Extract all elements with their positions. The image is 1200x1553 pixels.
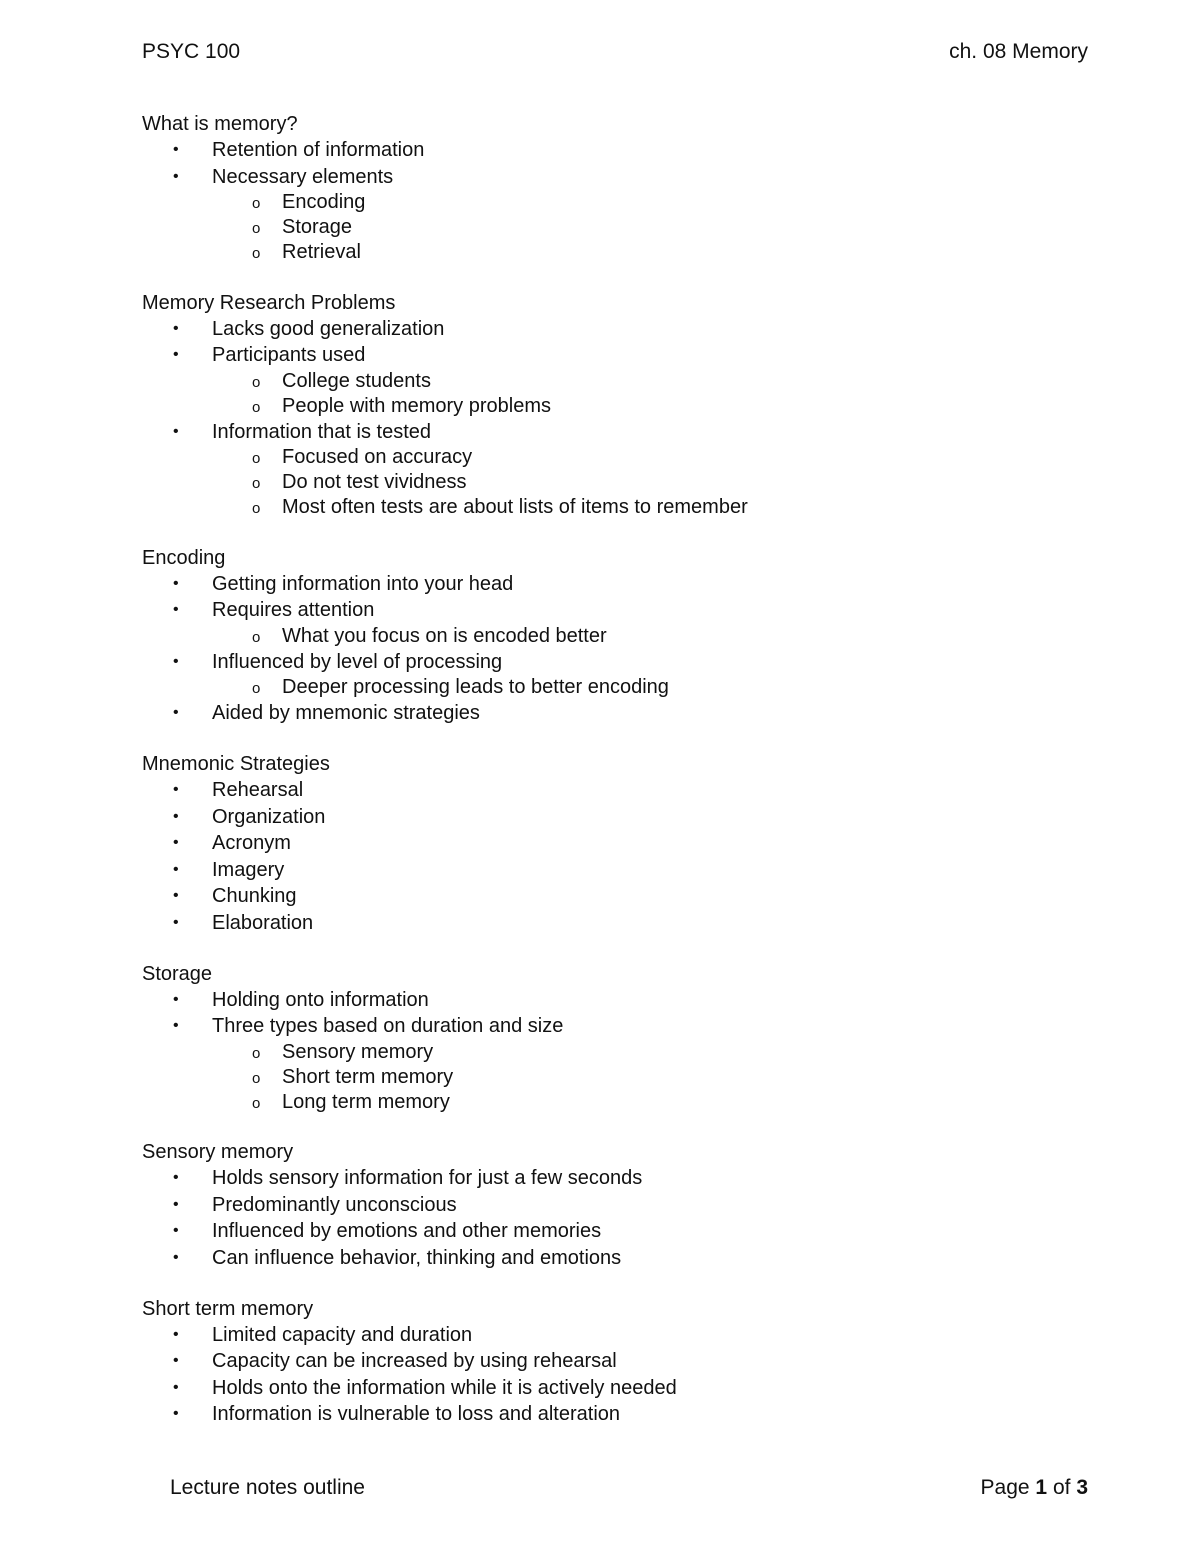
list-item [142, 777, 1102, 804]
list-item-text: Limited capacity and duration [212, 1323, 473, 1346]
sub-list-item [142, 240, 1102, 265]
bullet-icon: • [173, 990, 179, 1008]
outline-section [142, 111, 1102, 265]
list-item-text: Acronym [212, 832, 291, 854]
list-item-text: Rehearsal [212, 779, 304, 801]
list-item [142, 883, 1102, 910]
sub-list-item-text: Most often tests are about lists of items to remember [282, 496, 748, 518]
section-title: Short term memory [142, 1297, 314, 1320]
list-item-text: Necessary elements [212, 165, 394, 188]
list-item [142, 649, 1102, 676]
list-item [142, 987, 1102, 1014]
list-item [142, 1192, 1102, 1219]
list-item [142, 1245, 1102, 1272]
sub-list-item [142, 394, 1102, 419]
bullet-icon: • [173, 834, 179, 851]
circle-bullet-icon: o [252, 1044, 261, 1062]
list-item-text: Influenced by level of processing [212, 650, 503, 673]
list-item [142, 137, 1102, 164]
section-title: Storage [142, 962, 213, 985]
circle-bullet-icon: o [252, 220, 261, 237]
bullet-icon: • [173, 1405, 179, 1422]
list-item-text: Requires attention [212, 599, 375, 621]
circle-bullet-icon: o [252, 1069, 261, 1087]
bullet-icon: • [173, 1169, 179, 1186]
list-item [142, 1013, 1102, 1040]
bullet-icon: • [173, 1325, 179, 1343]
bullet-icon: • [173, 913, 179, 931]
list-item-text: Predominantly unconscious [212, 1193, 457, 1216]
list-item [142, 419, 1102, 446]
bullet-icon: • [173, 346, 179, 363]
list-item [142, 857, 1102, 884]
bullet-icon: • [173, 601, 179, 618]
sub-list-item [142, 470, 1102, 495]
bullet-icon: • [173, 1378, 179, 1396]
circle-bullet-icon: o [252, 475, 261, 492]
page-total: 3 [1076, 1476, 1088, 1499]
section-title: What is memory? [142, 113, 298, 135]
bullet-icon: • [173, 167, 179, 185]
outline-section [142, 1139, 1102, 1271]
sub-list-item-text: Short term memory [282, 1065, 454, 1088]
bullet-icon: • [173, 574, 179, 592]
outline-content [142, 111, 1102, 1452]
list-item-text: Getting information into your head [212, 572, 514, 595]
sub-list-item [142, 190, 1102, 215]
list-item [142, 164, 1102, 191]
sub-list-item-text: Focused on accuracy [282, 446, 473, 468]
bullet-icon: • [173, 1248, 179, 1266]
list-item [142, 1401, 1102, 1428]
list-item-text: Aided by mnemonic strategies [212, 702, 480, 724]
bullet-icon: • [173, 781, 179, 798]
sub-list-item [142, 1065, 1102, 1090]
sub-list-item-text: Retrieval [282, 241, 361, 263]
list-item-text: Retention of information [212, 139, 425, 161]
list-item [142, 804, 1102, 831]
bullet-icon: • [173, 1352, 179, 1369]
bullet-icon: • [173, 807, 179, 825]
sub-list-item [142, 495, 1102, 520]
section-title: Sensory memory [142, 1141, 294, 1163]
footer-label: Lecture notes outline [170, 1476, 365, 1499]
outline-section [142, 545, 1102, 727]
list-item [142, 1375, 1102, 1402]
circle-bullet-icon: o [252, 680, 261, 697]
outline-section [142, 751, 1102, 936]
section-title: Mnemonic Strategies [142, 753, 330, 775]
bullet-icon: • [173, 887, 179, 904]
header-course: PSYC 100 [142, 40, 241, 63]
sub-list-item-text: People with memory problems [282, 394, 551, 417]
list-item [142, 571, 1102, 598]
sub-list-item [142, 624, 1102, 649]
sub-list-item-text: Deeper processing leads to better encoding [282, 676, 669, 698]
page-current: 1 [1035, 1476, 1048, 1499]
sub-list-item-text: Encoding [282, 191, 366, 213]
list-item [142, 1322, 1102, 1349]
list-item-text: Information is vulnerable to loss and alteration [212, 1403, 621, 1425]
bullet-icon: • [173, 422, 179, 440]
list-item [142, 1218, 1102, 1245]
circle-bullet-icon: o [252, 245, 261, 262]
page-prefix: Page [980, 1476, 1030, 1499]
list-item-text: Chunking [212, 885, 297, 907]
list-item-text: Holding onto information [212, 988, 429, 1011]
sub-list-item [142, 445, 1102, 470]
outline-section [142, 1296, 1102, 1428]
list-item [142, 1165, 1102, 1192]
sub-list-item [142, 1090, 1102, 1115]
bullet-icon: • [173, 319, 179, 337]
circle-bullet-icon: o [252, 195, 261, 212]
list-item-text: Influenced by emotions and other memories [212, 1220, 602, 1242]
sub-list-item [142, 369, 1102, 394]
bullet-icon: • [173, 652, 179, 670]
list-item-text: Holds sensory information for just a few seconds [212, 1167, 643, 1189]
sub-list-item-text: College students [282, 369, 431, 392]
bullet-icon: • [173, 860, 179, 878]
list-item-text: Three types based on duration and size [212, 1015, 564, 1037]
list-item-text: Imagery [212, 858, 285, 881]
list-item [142, 910, 1102, 937]
sub-list-item-text: Sensory memory [282, 1040, 434, 1063]
list-item [142, 597, 1102, 624]
outline-section [142, 961, 1102, 1115]
circle-bullet-icon: o [252, 450, 261, 467]
list-item-text: Information that is tested [212, 420, 432, 443]
header-chapter: ch. 08 Memory [949, 40, 1088, 63]
sub-list-item [142, 675, 1102, 700]
sub-list-item [142, 1040, 1102, 1065]
page-indicator [981, 1476, 1088, 1500]
circle-bullet-icon: o [252, 373, 261, 391]
list-item-text: Lacks good generalization [212, 317, 445, 340]
list-item [142, 342, 1102, 369]
circle-bullet-icon: o [252, 398, 261, 416]
section-title: Memory Research Problems [142, 291, 396, 314]
list-item-text: Can influence behavior, thinking and emotions [212, 1246, 622, 1269]
section-title: Encoding [142, 546, 226, 569]
list-item-text: Organization [212, 805, 326, 828]
list-item-text: Capacity can be increased by using rehearsal [212, 1350, 617, 1372]
sub-list-item-text: Long term memory [282, 1090, 450, 1113]
sub-list-item [142, 215, 1102, 240]
circle-bullet-icon: o [252, 500, 261, 517]
list-item [142, 1348, 1102, 1375]
list-item [142, 700, 1102, 727]
circle-bullet-icon: o [252, 1094, 261, 1112]
bullet-icon: • [173, 1222, 179, 1239]
sub-list-item-text: Storage [282, 216, 353, 238]
outline-section [142, 290, 1102, 521]
circle-bullet-icon: o [252, 628, 261, 646]
bullet-icon: • [173, 1017, 179, 1034]
sub-list-item-text: Do not test vividness [282, 471, 467, 493]
list-item-text: Elaboration [212, 911, 314, 934]
list-item [142, 316, 1102, 343]
bullet-icon: • [173, 704, 179, 721]
list-item-text: Holds onto the information while it is actively needed [212, 1376, 677, 1399]
bullet-icon: • [173, 141, 179, 158]
list-item-text: Participants used [212, 344, 366, 366]
list-item [142, 830, 1102, 857]
bullet-icon: • [173, 1195, 179, 1213]
page-of: of [1052, 1476, 1071, 1499]
sub-list-item-text: What you focus on is encoded better [282, 624, 607, 647]
